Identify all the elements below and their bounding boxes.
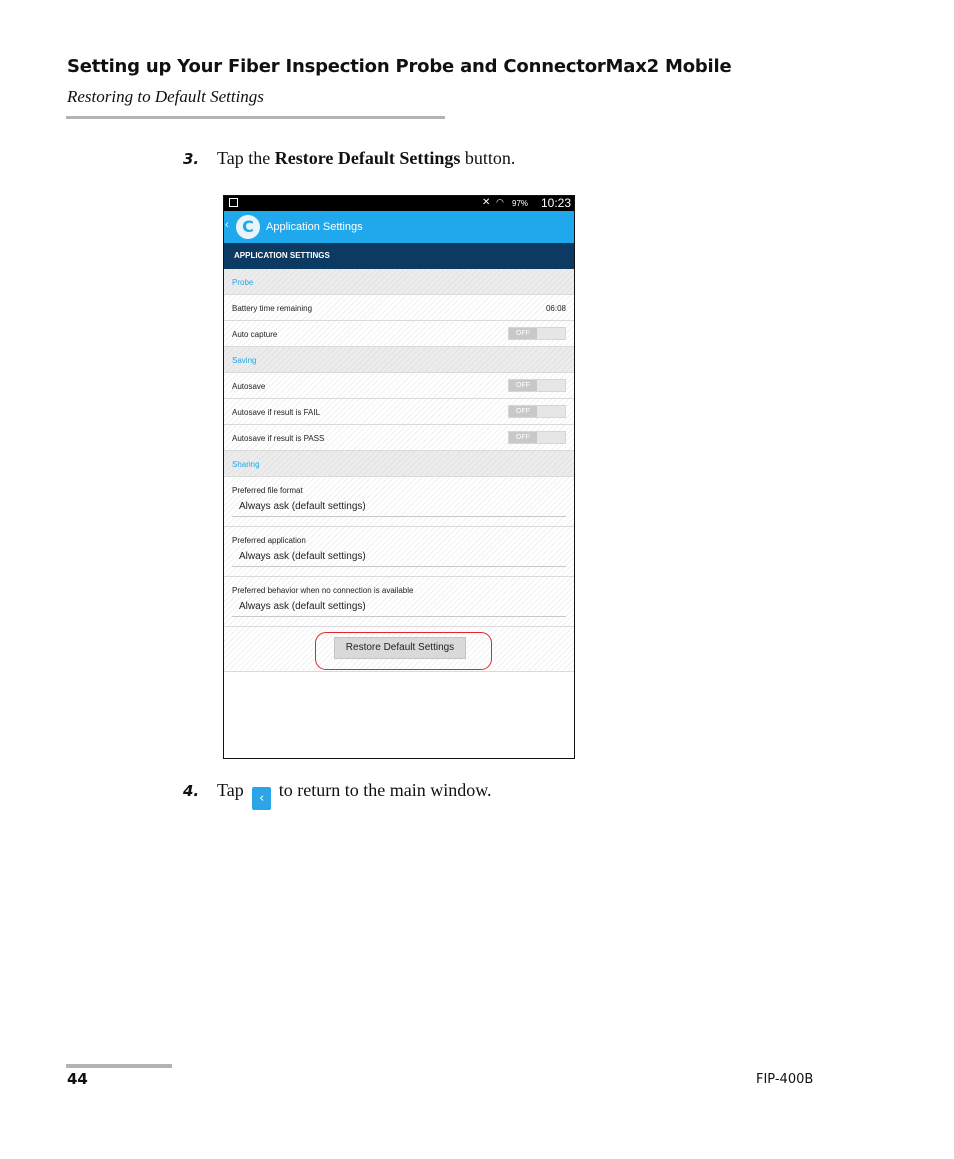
step-text-post: to return to the main window. bbox=[274, 780, 492, 800]
behavior-select[interactable]: Always ask (default settings) bbox=[232, 601, 566, 617]
autosave-row bbox=[224, 373, 574, 399]
step-text-post: button. bbox=[460, 148, 516, 168]
app-bar bbox=[224, 211, 574, 243]
step-number: 4. bbox=[183, 782, 200, 800]
empty-area bbox=[224, 672, 574, 756]
app-screenshot bbox=[223, 195, 575, 759]
clock: 10:23 bbox=[540, 196, 571, 210]
behavior-label: Preferred behavior when no connection is available bbox=[232, 586, 414, 595]
file-format-label: Preferred file format bbox=[232, 486, 303, 495]
autosave-fail-row bbox=[224, 399, 574, 425]
battery-level: 97% bbox=[512, 199, 529, 208]
notification-icon bbox=[229, 198, 238, 207]
autosave-toggle[interactable] bbox=[508, 379, 566, 392]
auto-capture-toggle[interactable] bbox=[508, 327, 566, 340]
autosave-pass-row bbox=[224, 425, 574, 451]
category-label: Sharing bbox=[232, 460, 260, 469]
category-probe bbox=[224, 269, 574, 295]
restore-default-settings-button[interactable]: Restore Default Settings bbox=[334, 637, 466, 659]
step-number: 3. bbox=[183, 150, 200, 168]
autosave-fail-label: Autosave if result is FAIL bbox=[232, 408, 321, 417]
status-bar bbox=[224, 196, 574, 211]
autosave-label: Autosave bbox=[232, 382, 266, 391]
settings-list bbox=[224, 269, 574, 672]
footer-divider bbox=[66, 1064, 172, 1068]
autosave-pass-toggle[interactable] bbox=[508, 431, 566, 444]
battery-time-row bbox=[224, 295, 574, 321]
step-3 bbox=[183, 148, 515, 169]
battery-time-value: 06:08 bbox=[545, 304, 566, 313]
back-chevron-icon[interactable]: ‹ bbox=[225, 219, 229, 231]
step-text-pre: Tap bbox=[217, 780, 249, 800]
step-text-bold: Restore Default Settings bbox=[274, 148, 461, 168]
chapter-title: Setting up Your Fiber Inspection Probe and ConnectorMax2 Mobile bbox=[67, 56, 732, 77]
toggle-state: OFF bbox=[509, 432, 537, 443]
step-4 bbox=[183, 780, 492, 810]
behavior-row bbox=[224, 577, 574, 627]
highlight-circle bbox=[315, 632, 492, 670]
header-divider bbox=[66, 116, 445, 119]
category-saving bbox=[224, 347, 574, 373]
app-title: Application Settings bbox=[266, 221, 363, 233]
toggle-state: OFF bbox=[509, 406, 537, 417]
file-format-select[interactable]: Always ask (default settings) bbox=[232, 501, 566, 517]
product-model: FIP-400B bbox=[756, 1072, 814, 1087]
category-label: Probe bbox=[232, 278, 254, 287]
autosave-pass-label: Autosave if result is PASS bbox=[232, 434, 325, 443]
section-subtitle: Restoring to Default Settings bbox=[67, 87, 264, 106]
file-format-row bbox=[224, 477, 574, 527]
auto-capture-row bbox=[224, 321, 574, 347]
application-row bbox=[224, 527, 574, 577]
category-sharing bbox=[224, 451, 574, 477]
app-logo-icon[interactable]: C bbox=[236, 215, 260, 239]
category-label: Saving bbox=[232, 356, 257, 365]
autosave-fail-toggle[interactable] bbox=[508, 405, 566, 418]
battery-time-label: Battery time remaining bbox=[232, 304, 313, 313]
page-number: 44 bbox=[67, 1070, 88, 1088]
settings-section-header: APPLICATION SETTINGS bbox=[224, 243, 574, 269]
wifi-icon: ◠ bbox=[496, 197, 504, 207]
back-chevron-icon: ‹ bbox=[252, 787, 271, 810]
mute-icon: ✕ bbox=[482, 197, 491, 208]
toggle-state: OFF bbox=[509, 380, 537, 391]
application-label: Preferred application bbox=[232, 536, 306, 545]
step-text-pre: Tap the bbox=[217, 148, 275, 168]
auto-capture-label: Auto capture bbox=[232, 330, 278, 339]
toggle-state: OFF bbox=[509, 328, 537, 339]
application-select[interactable]: Always ask (default settings) bbox=[232, 551, 566, 567]
